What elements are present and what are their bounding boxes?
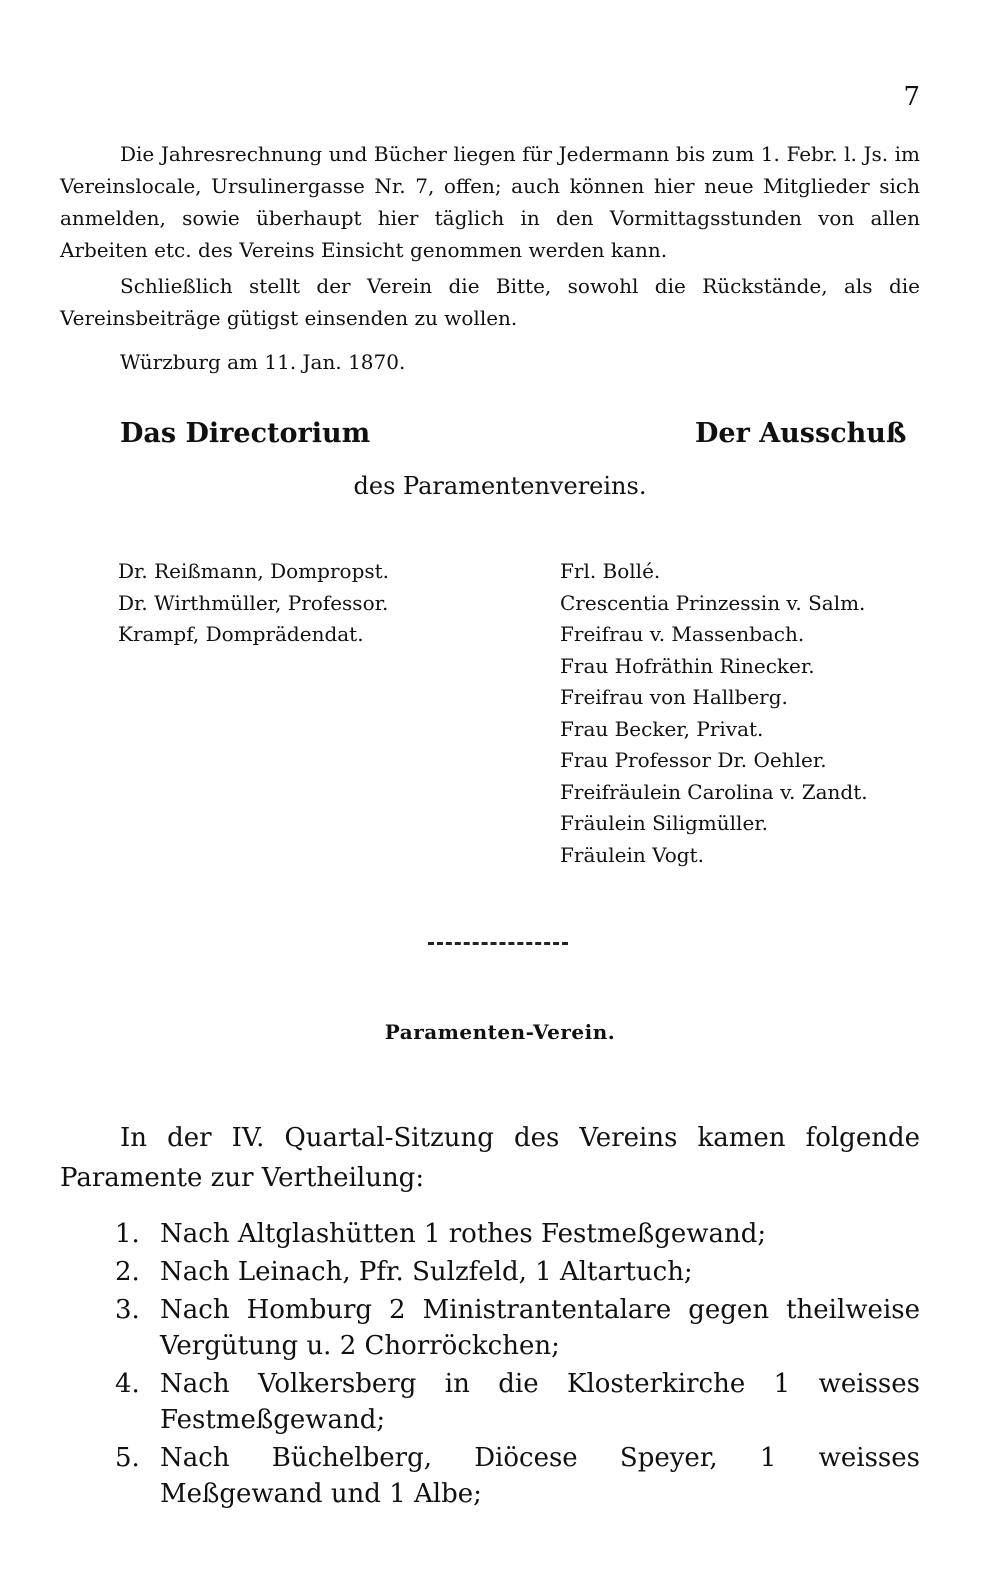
signatory: Fräulein Siligmüller. (560, 811, 768, 835)
paragraph-accounts: Die Jahresrechnung und Bücher liegen für Jedermann bis zum 1. Febr. l. Js. im Vereinslocale, Ursulinergasse Nr. 7, offen; auch können hier neue Mitglieder sich anmelden, sowie überhaupt hier täglich in den Vormittagsstunden von allen Arbeiten etc. des Vereins Einsicht genommen werden kann. (60, 142, 920, 262)
list-item (115, 1254, 920, 1290)
ausschuss-signatories (560, 556, 868, 871)
signatory: Crescentia Prinzessin v. Salm. (560, 590, 866, 615)
item-text: Nach Volkersberg in die Klosterkirche 1 weisses Festmeßgewand; (160, 1369, 920, 1435)
section-intro: In der IV. Quartal-Sitzung des Vereins kamen folgende Paramente zur Vertheilung: (60, 1123, 920, 1193)
signatory: Dr. Reißmann, Dompropst. (118, 559, 390, 583)
signatory: Frl. Bollé. (560, 559, 661, 583)
paragraph-request: Schließlich stellt der Verein die Bitte, sowohl die Rückstände, als die Vereinsbeiträge gütigst einsenden zu wollen. (60, 274, 920, 330)
item-number: 2. (115, 1257, 140, 1287)
list-item (115, 1440, 920, 1512)
place-date: Würzburg am 11. Jan. 1870. (120, 350, 406, 374)
section-title: Paramenten-Verein. (384, 1020, 616, 1044)
ausschuss-heading: Der Ausschuß (695, 418, 907, 449)
association-heading: des Paramentenvereins. (353, 472, 647, 500)
signatory: Frau Professor Dr. Oehler. (560, 748, 827, 772)
signatory: Frau Becker, Privat. (560, 716, 764, 741)
page-number: 7 (903, 82, 920, 112)
directorium-signatories (118, 556, 389, 651)
item-number: 4. (115, 1369, 140, 1399)
signatory: Fräulein Vogt. (560, 842, 704, 867)
list-item (115, 1366, 920, 1438)
signatory: Dr. Wirthmüller, Professor. (118, 590, 389, 615)
section-divider (428, 942, 568, 945)
item-number: 1. (115, 1219, 140, 1249)
item-text: Nach Altglashütten 1 rothes Festmeßgewand; (160, 1219, 767, 1249)
distribution-list (115, 1216, 920, 1514)
item-text: Nach Leinach, Pfr. Sulzfeld, 1 Altartuch; (160, 1257, 693, 1287)
signatory: Frau Hofräthin Rinecker. (560, 653, 815, 678)
list-item (115, 1292, 920, 1364)
item-text: Nach Büchelberg, Diöcese Speyer, 1 weisses Meßgewand und 1 Albe; (160, 1443, 920, 1509)
signatory: Krampf, Domprädendat. (118, 622, 364, 646)
item-number: 3. (115, 1295, 140, 1325)
item-number: 5. (115, 1443, 140, 1473)
signatory: Freifrau von Hallberg. (560, 685, 788, 709)
directorium-heading: Das Directorium (120, 418, 371, 449)
signatory: Freifräulein Carolina v. Zandt. (560, 779, 868, 804)
signatory: Freifrau v. Massenbach. (560, 622, 805, 646)
item-text: Nach Homburg 2 Ministrantentalare gegen theilweise Vergütung u. 2 Chorröckchen; (160, 1295, 920, 1361)
list-item (115, 1216, 920, 1252)
